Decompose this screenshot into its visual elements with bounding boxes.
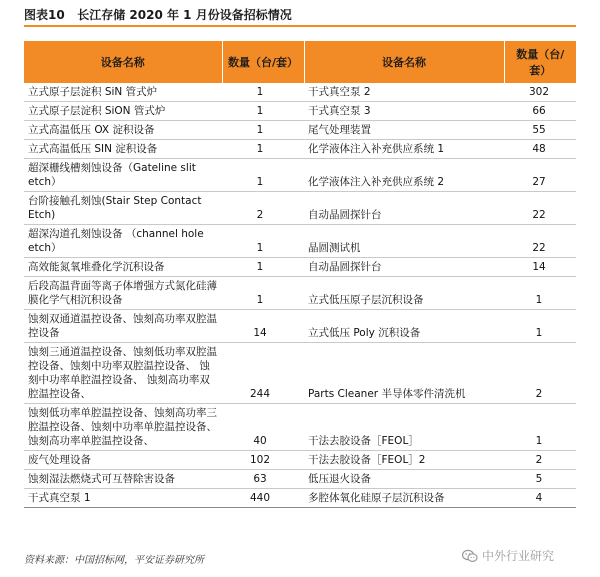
table-row	[24, 121, 576, 140]
equipment-name-cell: 立式低压 Poly 沉积设备	[304, 310, 504, 343]
header-qty-1: 数量（台/套）	[222, 41, 304, 83]
title-divider	[24, 25, 576, 27]
table-row	[24, 404, 576, 451]
equipment-name-cell: 尾气处理装置	[304, 121, 504, 140]
figure-title	[24, 6, 576, 23]
equipment-name-cell: 蚀刻低功率单腔温控设备、蚀刻高功率三腔温控设备、蚀刻中功率单腔温控设备、 蚀刻高功率单腔温控设备、	[24, 404, 222, 451]
quantity-cell: 1	[222, 140, 304, 159]
equipment-name-cell: 化学液体注入补充供应系统 2	[304, 159, 504, 192]
quantity-cell: 66	[504, 102, 576, 121]
equipment-name-cell: 晶圆测试机	[304, 225, 504, 258]
quantity-cell: 14	[504, 258, 576, 277]
equipment-name-cell: 超深沟道孔刻蚀设备 （channel hole etch）	[24, 225, 222, 258]
quantity-cell: 14	[222, 310, 304, 343]
quantity-cell: 1	[504, 310, 576, 343]
quantity-cell: 22	[504, 192, 576, 225]
quantity-cell: 1	[222, 121, 304, 140]
quantity-cell: 1	[222, 277, 304, 310]
quantity-cell: 55	[504, 121, 576, 140]
equipment-name-cell: 后段高温背面等离子体增强方式氮化硅薄膜化学气相沉积设备	[24, 277, 222, 310]
quantity-cell: 63	[222, 470, 304, 489]
table-row	[24, 159, 576, 192]
equipment-name-cell: 干法去胶设备［FEOL］	[304, 404, 504, 451]
equipment-name-cell: Parts Cleaner 半导体零件清洗机	[304, 343, 504, 404]
quantity-cell: 2	[504, 343, 576, 404]
table-row	[24, 102, 576, 121]
equipment-name-cell: 台阶接触孔刻蚀(Stair Step Contact Etch)	[24, 192, 222, 225]
quantity-cell: 27	[504, 159, 576, 192]
table-row	[24, 470, 576, 489]
table-row	[24, 225, 576, 258]
equipment-name-cell: 干法去胶设备［FEOL］2	[304, 451, 504, 470]
table-row	[24, 451, 576, 470]
table-row	[24, 343, 576, 404]
quantity-cell: 244	[222, 343, 304, 404]
quantity-cell: 1	[222, 83, 304, 102]
equipment-name-cell: 多腔体氧化硅原子层沉积设备	[304, 489, 504, 508]
equipment-name-cell: 高效能氮氧堆叠化学沉积设备	[24, 258, 222, 277]
quantity-cell: 5	[504, 470, 576, 489]
equipment-name-cell: 立式原子层淀积 SiN 管式炉	[24, 83, 222, 102]
equipment-name-cell: 立式低压原子层沉积设备	[304, 277, 504, 310]
quantity-cell: 1	[222, 159, 304, 192]
equipment-name-cell: 自动晶圆探针台	[304, 258, 504, 277]
quantity-cell: 1	[504, 404, 576, 451]
quantity-cell: 1	[222, 225, 304, 258]
equipment-name-cell: 立式高温低压 OX 淀积设备	[24, 121, 222, 140]
quantity-cell: 2	[504, 451, 576, 470]
table-row	[24, 83, 576, 102]
table-row	[24, 140, 576, 159]
quantity-cell: 48	[504, 140, 576, 159]
table-row	[24, 277, 576, 310]
equipment-name-cell: 立式高温低压 SIN 淀积设备	[24, 140, 222, 159]
equipment-name-cell: 蚀刻三通道温控设备、蚀刻低功率双腔温控设备、蚀刻中功率双腔温控设备、 蚀刻中功率单腔温控设备、 蚀刻高功率双腔温控设备、	[24, 343, 222, 404]
equipment-name-cell: 干式真空泵 2	[304, 83, 504, 102]
quantity-cell: 440	[222, 489, 304, 508]
quantity-cell: 1	[504, 277, 576, 310]
equipment-name-cell: 蚀刻湿法燃烧式可互替除害设备	[24, 470, 222, 489]
equipment-name-cell: 废气处理设备	[24, 451, 222, 470]
header-name-2: 设备名称	[304, 41, 504, 83]
quantity-cell: 22	[504, 225, 576, 258]
table-row	[24, 258, 576, 277]
equipment-name-cell: 低压退火设备	[304, 470, 504, 489]
equipment-name-cell: 蚀刻双通道温控设备、蚀刻高功率双腔温控设备	[24, 310, 222, 343]
equipment-table	[24, 41, 576, 508]
table-row	[24, 489, 576, 508]
quantity-cell: 4	[504, 489, 576, 508]
quantity-cell: 1	[222, 258, 304, 277]
source-note: 资料来源：中国招标网，平安证券研究所	[24, 555, 204, 566]
watermark	[462, 547, 554, 564]
quantity-cell: 2	[222, 192, 304, 225]
header-qty-2: 数量（台/套）	[504, 41, 576, 83]
table-header-row	[24, 41, 576, 83]
quantity-cell: 102	[222, 451, 304, 470]
equipment-name-cell: 超深栅线槽刻蚀设备（Gateline slit etch）	[24, 159, 222, 192]
table-row	[24, 310, 576, 343]
table-row	[24, 192, 576, 225]
figure-label: 图表10	[24, 8, 65, 22]
header-name-1: 设备名称	[24, 41, 222, 83]
quantity-cell: 1	[222, 102, 304, 121]
watermark-text: 中外行业研究	[482, 549, 555, 563]
equipment-name-cell: 化学液体注入补充供应系统 1	[304, 140, 504, 159]
wechat-icon	[462, 549, 478, 563]
quantity-cell: 302	[504, 83, 576, 102]
equipment-name-cell: 立式原子层淀积 SiON 管式炉	[24, 102, 222, 121]
equipment-name-cell: 干式真空泵 1	[24, 489, 222, 508]
quantity-cell: 40	[222, 404, 304, 451]
equipment-name-cell: 自动晶圆探针台	[304, 192, 504, 225]
figure-title-text: 长江存储 2020 年 1 月份设备招标情况	[77, 8, 292, 22]
equipment-name-cell: 干式真空泵 3	[304, 102, 504, 121]
